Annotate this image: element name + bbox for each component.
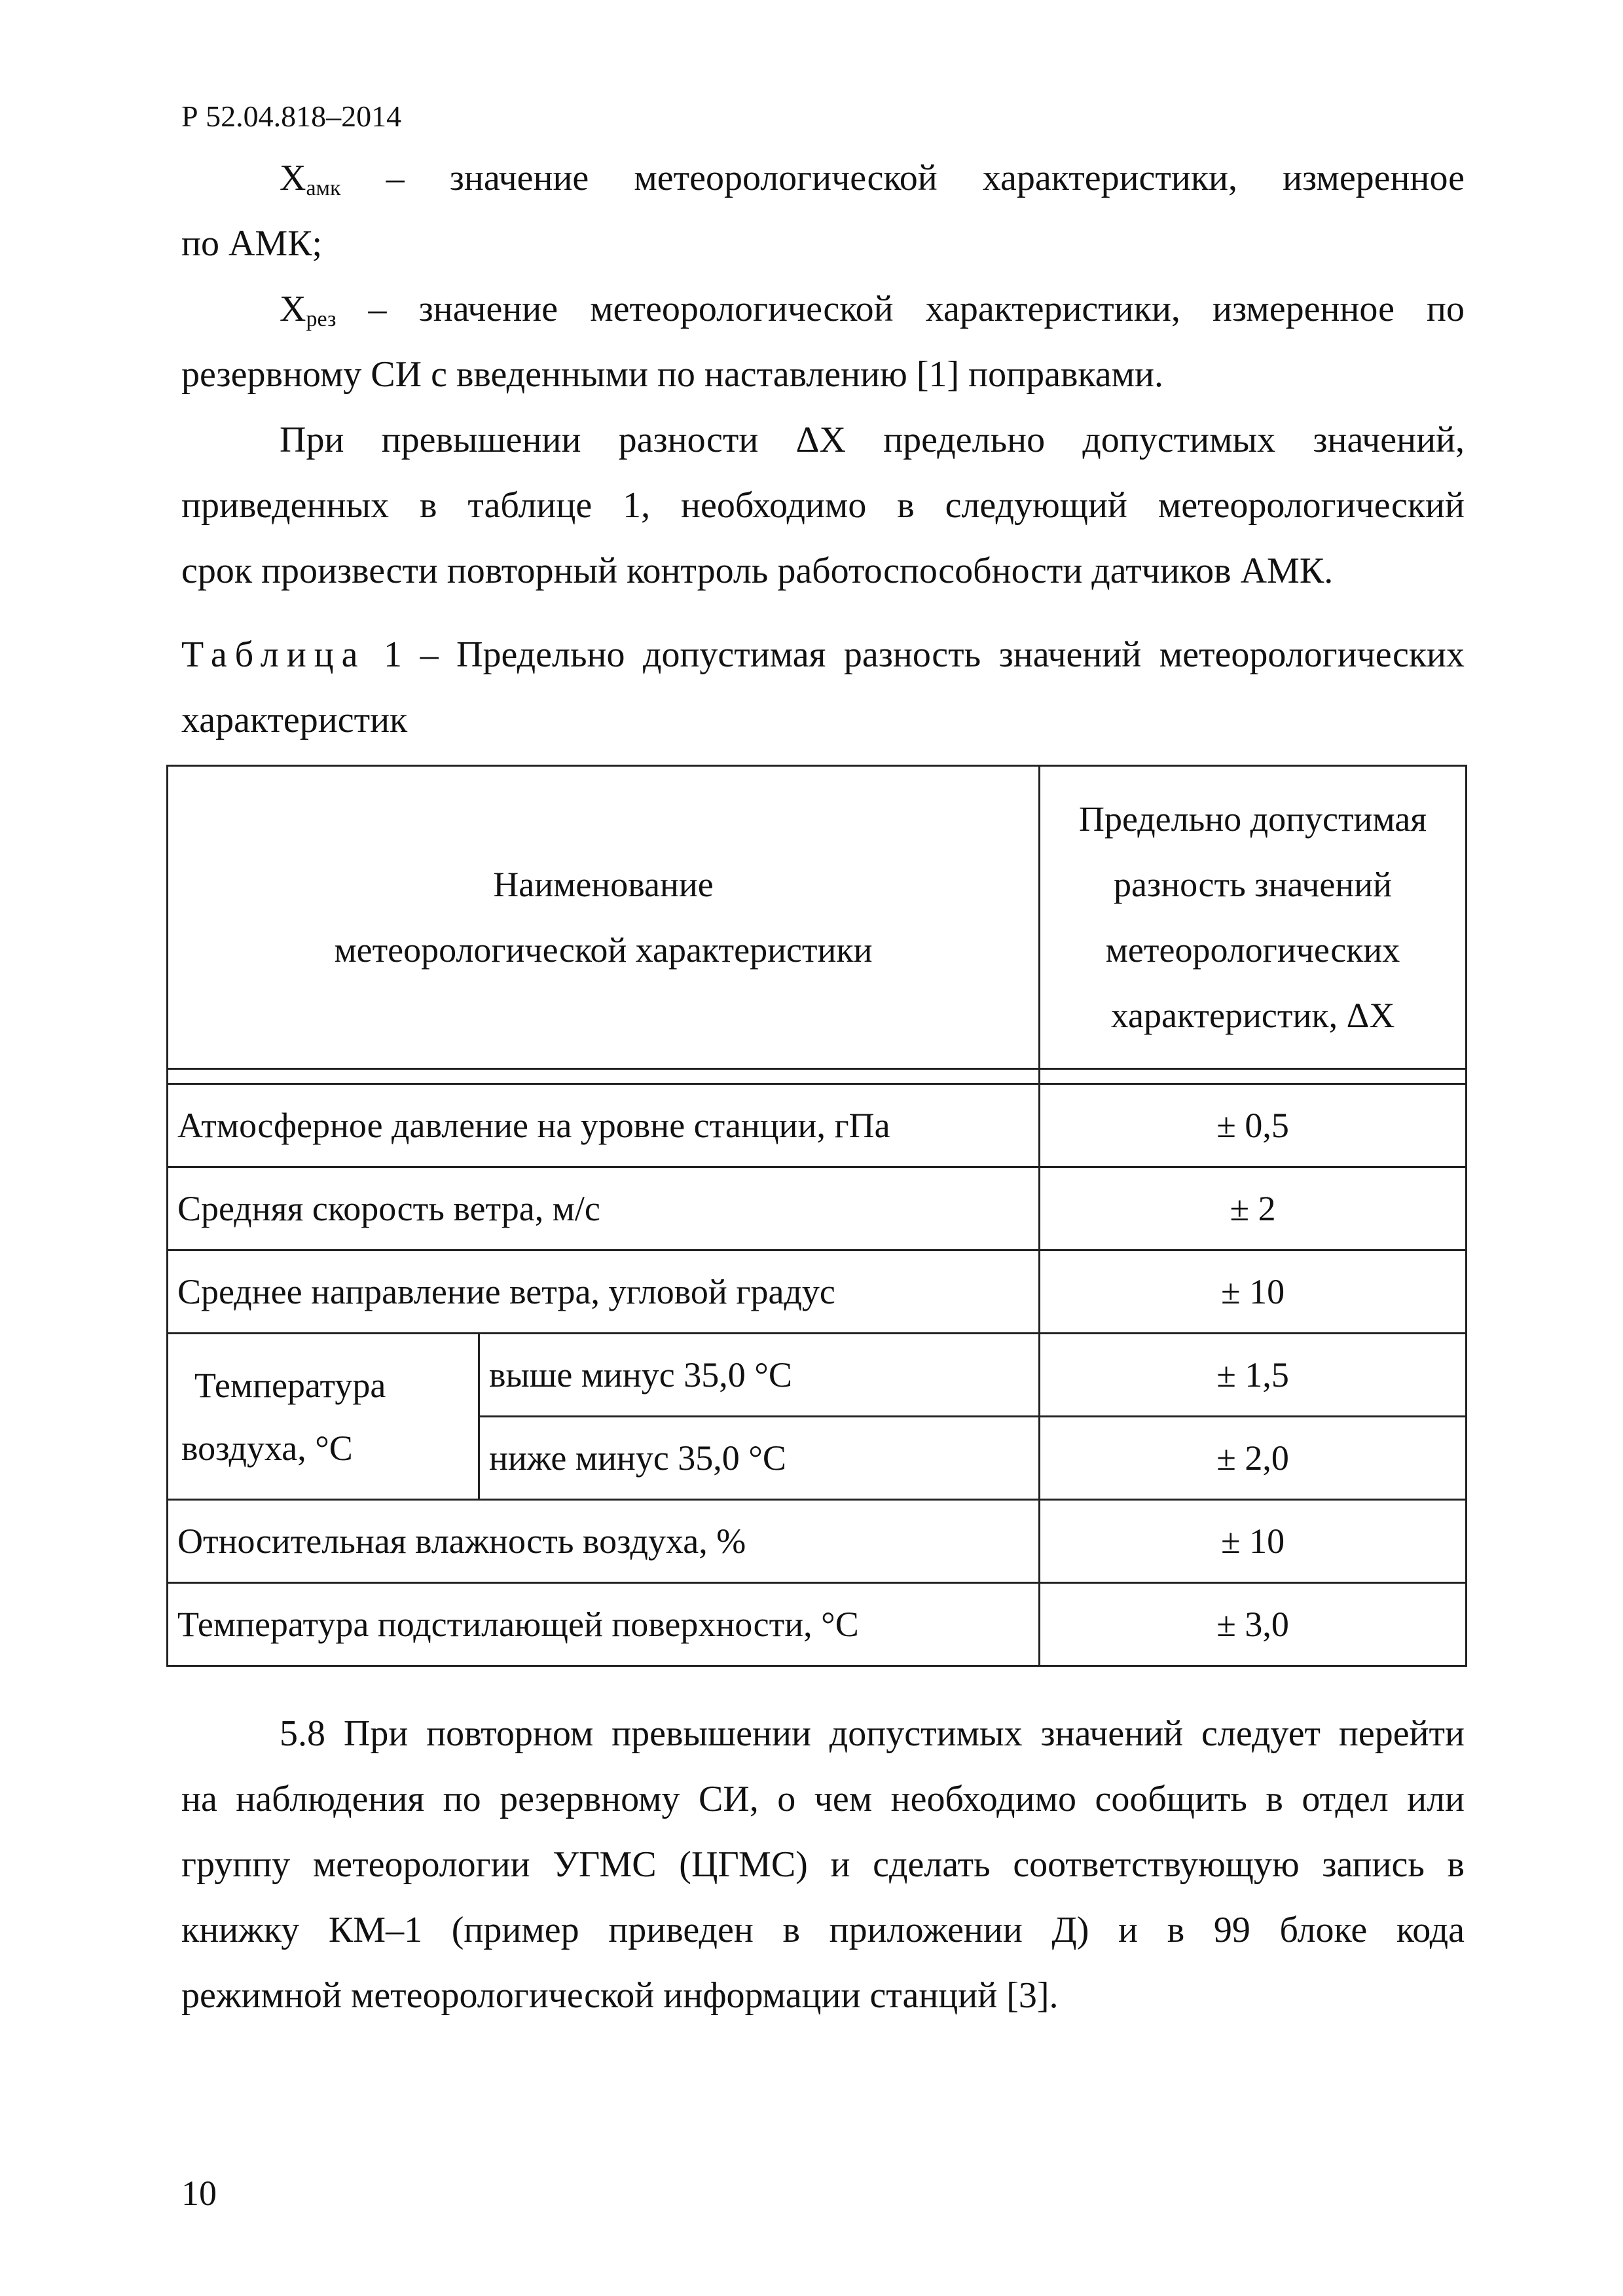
section-5-8-line: режимной метеорологической информации станций [3]. <box>181 1975 1059 2016</box>
definition-text: – значение метеорологической характеристики, измеренное по <box>368 289 1465 329</box>
temperature-name-cell <box>168 1334 479 1500</box>
definition-xamk-continuation: по АМК; <box>181 223 323 264</box>
row-value-cell: ± 3,0 <box>1040 1583 1467 1666</box>
paragraph-exceed-line: При превышении разности ΔX предельно допустимых значений, <box>280 420 1465 460</box>
table-caption-continuation: характеристик <box>181 700 408 740</box>
row-name-cell: Средняя скорость ветра, м/с <box>168 1167 1040 1250</box>
table-caption-label: Таблица <box>181 634 366 675</box>
section-5-8-line: на наблюдения по резервному СИ, о чем необходимо сообщить в отдел или <box>181 1779 1465 1819</box>
symbol-x: X <box>280 289 306 329</box>
table-row-temperature-high <box>168 1334 1467 1417</box>
section-5-8-line: книжку КМ–1 (пример приведен в приложении Д) и в 99 блоке кода <box>181 1910 1465 1950</box>
definition-xrez <box>181 276 1465 342</box>
table-row <box>168 1250 1467 1334</box>
table-header-row <box>168 766 1467 1069</box>
definition-xamk <box>181 145 1465 211</box>
section-5-8-line: 5.8 При повторном превышении допустимых значений следует перейти <box>280 1713 1465 1754</box>
row-value-cell: ± 1,5 <box>1040 1334 1467 1417</box>
header-value-cell <box>1040 766 1467 1069</box>
subscript-rez: рез <box>306 307 337 331</box>
row-value-cell: ± 2 <box>1040 1167 1467 1250</box>
row-name-cell: Среднее направление ветра, угловой градус <box>168 1250 1040 1334</box>
header-value-line: разность значений <box>1113 865 1393 904</box>
header-value-line: Предельно допустимая <box>1078 799 1427 839</box>
temperature-name-line: воздуха, °С <box>181 1428 353 1468</box>
row-value-cell: ± 2,0 <box>1040 1417 1467 1500</box>
header-name-line: Наименование <box>493 865 714 904</box>
table-row <box>168 1583 1467 1666</box>
row-value-cell: ± 0,5 <box>1040 1084 1467 1167</box>
limits-table <box>166 765 1467 1667</box>
row-value-cell: ± 10 <box>1040 1500 1467 1583</box>
header-name-line: метеорологической характеристики <box>334 930 873 970</box>
row-name-cell: Температура подстилающей поверхности, °С <box>168 1583 1040 1666</box>
temperature-condition-cell: ниже минус 35,0 °С <box>479 1417 1040 1500</box>
header-value-line: метеорологических <box>1105 930 1400 970</box>
definition-text: – значение метеорологической характеристики, измеренное <box>386 158 1465 198</box>
header-value-line: характеристик, ΔX <box>1110 996 1395 1035</box>
row-value-cell: ± 10 <box>1040 1250 1467 1334</box>
table-caption-text: 1 – Предельно допустимая разность значений метеорологических <box>384 634 1465 675</box>
header-separator-row <box>168 1069 1467 1084</box>
table-row <box>168 1084 1467 1167</box>
subscript-amk: амк <box>306 176 341 200</box>
section-5-8-line: группу метеорологии УГМС (ЦГМС) и сделать соответствующую запись в <box>181 1844 1465 1885</box>
table-row <box>168 1500 1467 1583</box>
row-name-cell: Относительная влажность воздуха, % <box>168 1500 1040 1583</box>
symbol-x: X <box>280 158 306 198</box>
page-number: 10 <box>181 2174 217 2213</box>
row-name-cell: Атмосферное давление на уровне станции, гПа <box>168 1084 1040 1167</box>
definition-xrez-continuation: резервному СИ с введенными по наставлению [1] поправками. <box>181 354 1164 395</box>
paragraph-exceed-line: приведенных в таблице 1, необходимо в следующий метеорологический <box>181 485 1465 526</box>
document-code: Р 52.04.818–2014 <box>181 100 402 133</box>
table-caption <box>181 622 1465 687</box>
paragraph-exceed-line: срок произвести повторный контроль работоспособности датчиков АМК. <box>181 551 1334 591</box>
header-name-cell <box>168 766 1040 1069</box>
table-row <box>168 1167 1467 1250</box>
temperature-condition-cell: выше минус 35,0 °С <box>479 1334 1040 1417</box>
temperature-name-line: Температура <box>194 1365 386 1405</box>
